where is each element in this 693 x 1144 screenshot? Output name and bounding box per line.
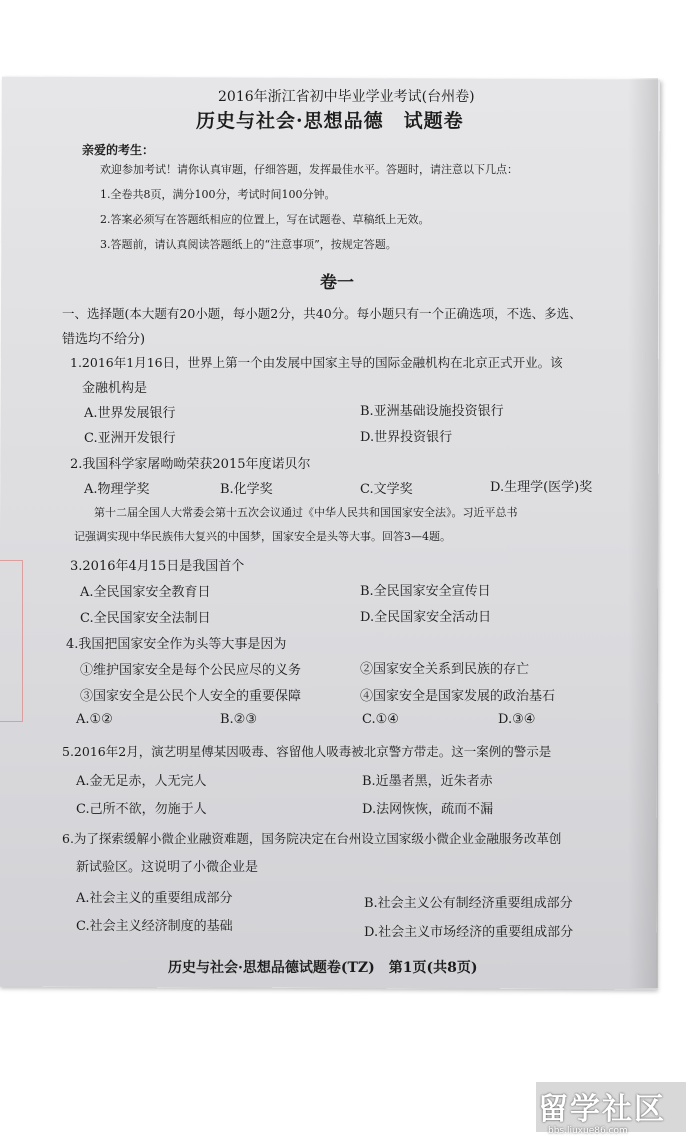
option-text: B.社会主义公有制经济重要组成部分 <box>364 896 573 911</box>
option-text: C.己所不欲，勿施于人 <box>76 802 207 817</box>
question-text: 6.为了探索缓解小微企业融资难题，国务院决定在台州设立国家级小微企业金融服务改革创 <box>62 831 562 846</box>
paper-edge-shadow <box>628 78 658 988</box>
page-footer: 历史与社会·思想品德试题卷(TZ) 第1页(共8页) <box>168 960 478 976</box>
exam-header: 2016年浙江省初中毕业学业考试(台州卷) <box>218 89 475 105</box>
option-text: B.近墨者黑，近朱者赤 <box>362 774 493 789</box>
option-text: A.全民国家安全教育日 <box>80 585 211 600</box>
greeting: 亲爱的考生： <box>82 143 155 157</box>
option-text: B.亚洲基础设施投资银行 <box>360 404 504 419</box>
question-text: 4.我国把国家安全作为头等大事是因为 <box>66 637 287 652</box>
option-text: D.全民国家安全活动日 <box>360 610 492 625</box>
option-text: C.文学奖 <box>360 482 413 497</box>
question-text: 金融机构是 <box>82 381 148 396</box>
option-text: A.①② <box>76 712 113 727</box>
option-text: A.世界发展银行 <box>84 406 176 421</box>
note-line: 2.答案必须写在答题纸相应的位置上，写在试题卷、草稿纸上无效。 <box>100 213 430 226</box>
option-text: C.亚洲开发银行 <box>84 431 176 446</box>
instructions-line: 错选均不给分) <box>62 332 146 347</box>
statement-text: ④国家安全是国家发展的政治基石 <box>360 689 556 704</box>
option-text: B.全民国家安全宣传日 <box>360 584 491 599</box>
red-stamp-mark <box>0 560 23 722</box>
passage-text: 第十二届全国人大常委会第十五次会议通过《中华人民共和国国家安全法》。习近平总书 <box>94 506 518 519</box>
question-text: 2.我国科学家屠呦呦荣获2015年度诺贝尔 <box>70 457 311 472</box>
option-text: B.化学奖 <box>220 482 273 497</box>
exam-title: 历史与社会·思想品德 试题卷 <box>196 110 464 132</box>
option-text: A.社会主义的重要组成部分 <box>76 891 233 906</box>
statement-text: ②国家安全关系到民族的存亡 <box>360 662 530 677</box>
option-text: D.法网恢恢，疏而不漏 <box>362 802 494 817</box>
passage-text: 记强调实现中华民族伟大复兴的中国梦，国家安全是头等大事。回答3—4题。 <box>74 530 451 543</box>
option-text: B.②③ <box>220 712 257 727</box>
question-text: 1.2016年1月16日，世界上第一个由发展中国家主导的国际金融机构在北京正式开业。该 <box>70 355 563 370</box>
note-line: 欢迎参加考试！请你认真审题，仔细答题，发挥最佳水平。答题时，请注意以下几点： <box>100 163 518 176</box>
note-line: 1.全卷共8页，满分100分，考试时间100分钟。 <box>100 188 336 201</box>
question-text: 5.2016年2月，演艺明星傅某因吸毒、容留他人吸毒被北京警方带走。这一案例的警示是 <box>62 744 552 759</box>
option-text: D.生理学(医学)奖 <box>490 480 593 495</box>
watermark-url: bbs.liuxue86.com <box>548 1126 628 1136</box>
statement-text: ①维护国家安全是每个公民应尽的义务 <box>80 663 302 678</box>
option-text: A.金无足赤，人无完人 <box>76 774 207 789</box>
question-text: 3.2016年4月15日是我国首个 <box>70 559 245 574</box>
note-line: 3.答题前，请认真阅读答题纸上的“注意事项”，按规定答题。 <box>100 238 397 251</box>
option-text: C.全民国家安全法制日 <box>80 611 211 626</box>
option-text: C.社会主义经济制度的基础 <box>76 919 233 934</box>
statement-text: ③国家安全是公民个人安全的重要保障 <box>80 689 302 704</box>
option-text: D.世界投资银行 <box>360 430 453 445</box>
option-text: C.①④ <box>362 712 399 727</box>
instructions-line: 一、选择题(本大题有20小题，每小题2分，共40分。每小题只有一个正确选项，不选、多选、 <box>62 306 582 321</box>
section-title: 卷一 <box>320 273 354 293</box>
option-text: D.社会主义市场经济的重要组成部分 <box>364 925 574 940</box>
question-text: 新试验区。这说明了小微企业是 <box>76 860 259 875</box>
option-text: D.③④ <box>498 712 536 727</box>
watermark-logo: 留学社区 <box>538 1092 666 1127</box>
option-text: A.物理学奖 <box>84 482 150 497</box>
